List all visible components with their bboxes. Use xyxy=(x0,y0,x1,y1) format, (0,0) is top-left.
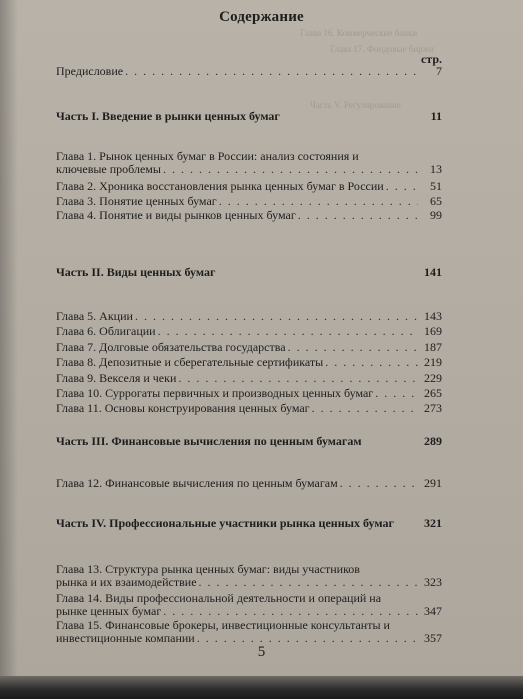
toc-entry[interactable] xyxy=(56,65,442,78)
leader-dots xyxy=(386,180,418,193)
toc-part[interactable] xyxy=(56,435,442,448)
toc-entry-title-cont: ключевые проблемы xyxy=(56,162,161,176)
toc-entry[interactable] xyxy=(56,619,442,645)
toc-entry[interactable] xyxy=(56,477,442,490)
toc-part-title: Часть II. Виды ценных бумаг xyxy=(56,265,216,279)
bleed-through-text: Часть V. Регулирование xyxy=(310,100,401,110)
toc-entry-title: Глава 13. Структура рынка ценных бумаг: виды участников xyxy=(56,562,360,576)
toc-entry-page: 99 xyxy=(430,208,442,222)
toc-entry-page: 13 xyxy=(430,162,442,176)
toc-entry-title: Глава 5. Акции xyxy=(56,309,133,323)
page-column-label: стр. xyxy=(420,52,442,66)
toc-entry-title-cont: рынка и их взаимодействие xyxy=(56,575,197,589)
toc-entry-title-cont: рынке ценных бумаг xyxy=(56,604,162,618)
toc-part-page: 11 xyxy=(430,109,442,123)
toc-part[interactable] xyxy=(56,517,442,530)
toc-part-title: Часть IV. Профессиональные участники рынка ценных бумаг xyxy=(56,516,394,530)
bleed-through-text: Глава 16. Коммерческие банки xyxy=(300,28,418,38)
toc-entry[interactable] xyxy=(56,402,442,415)
toc-entry-title: Глава 9. Векселя и чеки xyxy=(56,371,177,385)
bleed-through-text: Глава 17. Фондовые биржи xyxy=(330,44,434,54)
toc-entry-title-cont: инвестиционные компании xyxy=(56,631,195,645)
page-title: Содержание xyxy=(219,9,304,25)
toc-part-title: Часть I. Введение в рынки ценных бумаг xyxy=(56,109,280,123)
toc-part-title: Часть III. Финансовые вычисления по ценным бумагам xyxy=(56,434,362,448)
toc-entry-page: 229 xyxy=(424,371,442,385)
leader-dots xyxy=(312,402,418,415)
leader-dots xyxy=(375,387,418,400)
toc-entry-page: 143 xyxy=(424,309,442,323)
toc-entry-page: 219 xyxy=(424,355,442,369)
toc-entry[interactable] xyxy=(56,563,442,589)
toc-part-page: 289 xyxy=(424,434,442,448)
leader-dots xyxy=(298,209,418,222)
toc-entry-page: 273 xyxy=(424,401,442,415)
toc-part-page: 321 xyxy=(424,516,442,530)
toc-entry[interactable] xyxy=(56,372,442,385)
leader-dots xyxy=(125,65,418,78)
toc-entry-page: 7 xyxy=(436,64,442,78)
toc-entry-page: 291 xyxy=(424,476,442,490)
toc-entry-title: Предисловие xyxy=(56,64,124,78)
toc-entry-page: 169 xyxy=(424,324,442,338)
leader-dots xyxy=(340,477,418,490)
toc-entry-title: Глава 7. Долговые обязательства государства xyxy=(56,340,286,354)
toc-entry-title: Глава 4. Понятие и виды рынков ценных бумаг xyxy=(56,208,296,222)
toc-entry-page: 347 xyxy=(424,604,442,618)
toc-entry[interactable] xyxy=(56,310,442,323)
toc-entry[interactable] xyxy=(56,180,442,193)
toc-entry-page: 65 xyxy=(430,194,442,208)
toc-entry-title: Глава 14. Виды профессиональной деятельности и операций на xyxy=(56,591,382,605)
toc-entry[interactable] xyxy=(56,387,442,400)
leader-dots xyxy=(325,356,418,369)
toc-entry-title: Глава 11. Основы конструирования ценных бумаг xyxy=(56,401,310,415)
toc-entry[interactable] xyxy=(56,209,442,222)
toc-entry[interactable] xyxy=(56,341,442,354)
toc-entry-title: Глава 3. Понятие ценных бумаг xyxy=(56,194,217,208)
toc-part[interactable] xyxy=(56,110,442,123)
toc-entry-title: Глава 8. Депозитные и сберегательные сертификаты xyxy=(56,355,324,369)
leader-dots xyxy=(288,341,418,354)
toc-entry-title: Глава 10. Суррогаты первичных и производных ценных бумаг xyxy=(56,386,374,400)
toc-part[interactable] xyxy=(56,266,442,279)
leader-dots xyxy=(158,325,418,338)
toc-entry-page: 357 xyxy=(424,631,442,645)
toc-part-page: 141 xyxy=(424,265,442,279)
page-bottom-edge xyxy=(0,676,523,699)
toc-entry-page: 323 xyxy=(424,575,442,589)
leader-dots xyxy=(135,310,418,323)
page-number: 5 xyxy=(257,644,266,660)
leader-dots xyxy=(163,605,418,618)
toc-entry-page: 51 xyxy=(430,179,442,193)
toc-entry[interactable] xyxy=(56,592,442,618)
toc-entry-title: Глава 15. Финансовые брокеры, инвестиционные консультанты и xyxy=(56,618,390,632)
toc-entry-title: Глава 12. Финансовые вычисления по ценным бумагам xyxy=(56,476,338,490)
leader-dots xyxy=(163,163,418,176)
toc-entry-page: 265 xyxy=(424,386,442,400)
toc-entry[interactable] xyxy=(56,195,442,208)
toc-entry-title: Глава 6. Облигации xyxy=(56,324,156,338)
toc-entry[interactable] xyxy=(56,150,442,176)
toc-entry-title: Глава 2. Хроника восстановления рынка ценных бумаг в России xyxy=(56,179,384,193)
leader-dots xyxy=(199,576,418,589)
toc-entry[interactable] xyxy=(56,356,442,369)
leader-dots xyxy=(178,372,418,385)
page-shadow xyxy=(0,0,18,699)
toc-entry[interactable] xyxy=(56,325,442,338)
leader-dots xyxy=(219,195,418,208)
toc-entry-page: 187 xyxy=(424,340,442,354)
toc-entry-title: Глава 1. Рынок ценных бумаг в России: анализ состояния и xyxy=(56,149,359,163)
